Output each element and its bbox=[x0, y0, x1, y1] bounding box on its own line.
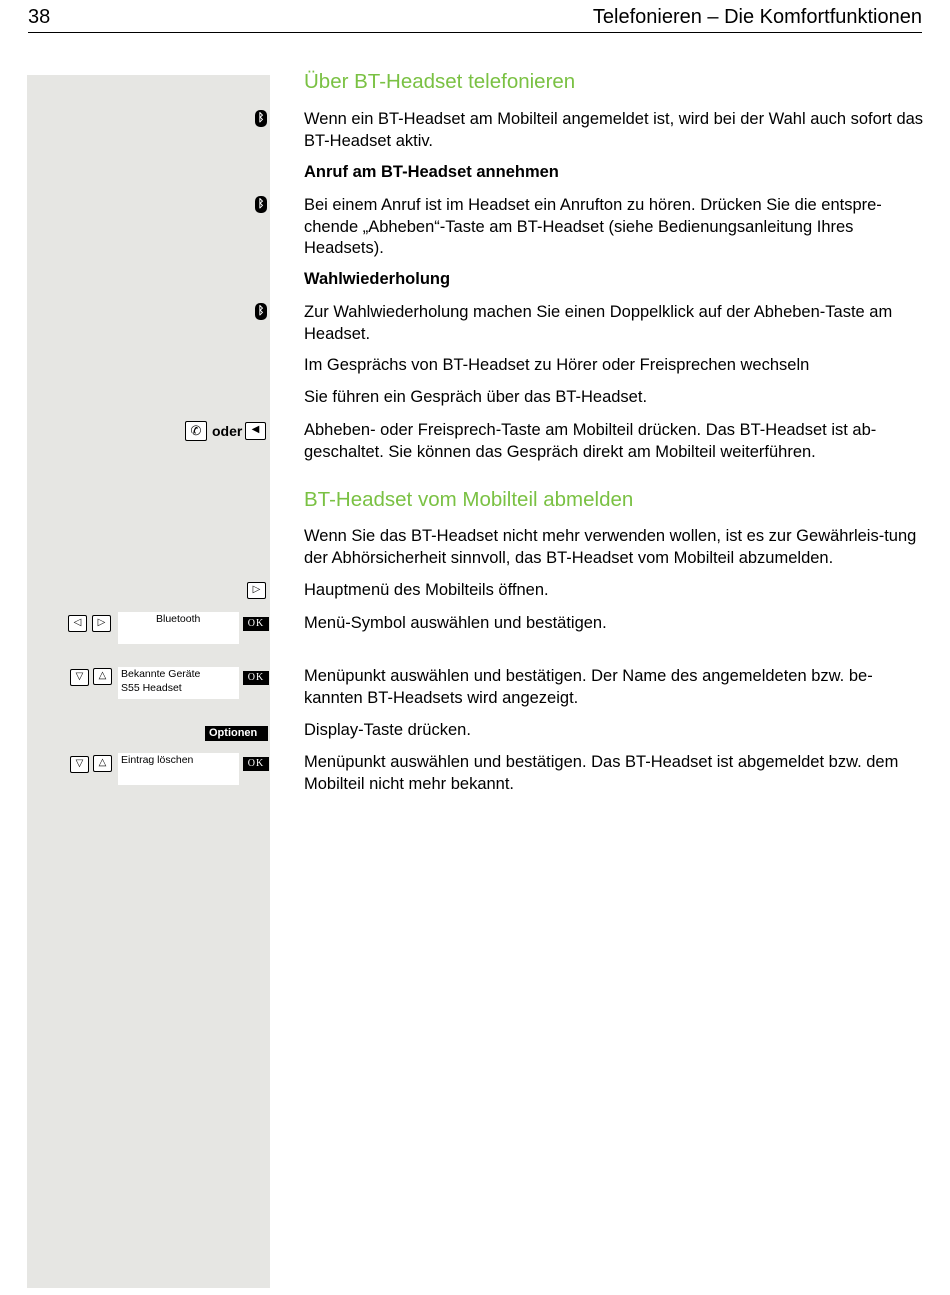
options-softkey: Optionen bbox=[205, 726, 268, 741]
page-header-title: Telefonieren – Die Komfortfunktionen bbox=[592, 6, 922, 28]
paragraph: Wenn Sie das BT-Headset nicht mehr verwenden wollen, ist es zur Gewährleis-tung der Abhörsicherheit sinnvoll, das BT-Headset vom Mobilteil abzumelden. bbox=[304, 527, 917, 567]
paragraph: Sie führen ein Gespräch über das BT-Headset. bbox=[304, 388, 648, 406]
bluetooth-icon: ᛒ bbox=[255, 303, 267, 320]
paragraph: Menüpunkt auswählen und bestätigen. Das BT-Headset ist abgemeldet bzw. dem Mobilteil nicht mehr bekannt. bbox=[304, 753, 899, 793]
display-bluetooth: Bluetooth bbox=[118, 612, 239, 644]
nav-key-up-icon: △ bbox=[93, 668, 112, 685]
header-divider bbox=[28, 32, 922, 33]
section-heading-bt-headset-telephoning: Über BT-Headset telefonieren bbox=[304, 70, 576, 93]
display-delete-entry: Eintrag löschen bbox=[118, 753, 239, 785]
paragraph: Hauptmenü des Mobilteils öffnen. bbox=[304, 581, 549, 599]
bluetooth-icon: ᛒ bbox=[255, 110, 267, 127]
paragraph: Menüpunkt auswählen und bestätigen. Der Name des angemeldeten bzw. be-kannten BT-Headsets wird angezeigt. bbox=[304, 667, 873, 707]
speaker-icon: ◀ bbox=[245, 422, 266, 440]
ok-key: OK bbox=[243, 757, 269, 771]
paragraph: Im Gesprächs von BT-Headset zu Hörer oder Freisprechen wechseln bbox=[304, 356, 810, 374]
or-label: oder bbox=[212, 423, 243, 439]
ok-key: OK bbox=[243, 671, 269, 685]
paragraph: Zur Wahlwiederholung machen Sie einen Doppelklick auf der Abheben-Taste am Headset. bbox=[304, 303, 893, 343]
paragraph: Menü-Symbol auswählen und bestätigen. bbox=[304, 614, 607, 632]
paragraph: Bei einem Anruf ist im Headset ein Anrufton zu hören. Drücken Sie die entspre-chende „Abheben“-Taste am BT-Headset (siehe Bedienungsanleitung Ihres Headsets). bbox=[304, 196, 882, 257]
page-number: 38 bbox=[28, 6, 51, 28]
paragraph: Wenn ein BT-Headset am Mobilteil angemeldet ist, wird bei der Wahl auch sofort das BT-Headset aktiv. bbox=[304, 110, 924, 150]
bluetooth-icon: ᛒ bbox=[255, 196, 267, 213]
nav-key-left-icon: ◁ bbox=[68, 615, 87, 632]
nav-key-up-icon: △ bbox=[93, 755, 112, 772]
display-known-devices bbox=[118, 667, 239, 699]
subheading-redial: Wahlwiederholung bbox=[304, 270, 451, 288]
ok-key: OK bbox=[243, 617, 269, 631]
nav-key-right-icon: ▷ bbox=[92, 615, 111, 632]
section-heading-unregister-headset: BT-Headset vom Mobilteil abmelden bbox=[304, 488, 634, 511]
display-line-headset-name: S55 Headset bbox=[121, 682, 182, 694]
nav-key-down-icon: ▽ bbox=[70, 669, 89, 686]
menu-key-icon: ▷ bbox=[247, 582, 266, 599]
display-line-known-devices: Bekannte Geräte bbox=[121, 668, 201, 680]
nav-key-down-icon: ▽ bbox=[70, 756, 89, 773]
paragraph: Abheben- oder Freisprech-Taste am Mobilteil drücken. Das BT-Headset ist ab-geschaltet. Sie können das Gespräch direkt am Mobilteil weiterführen. bbox=[304, 421, 877, 461]
handset-icon: ✆ bbox=[185, 421, 207, 441]
paragraph: Display-Taste drücken. bbox=[304, 721, 471, 739]
subheading-answer-call: Anruf am BT-Headset annehmen bbox=[304, 163, 559, 181]
